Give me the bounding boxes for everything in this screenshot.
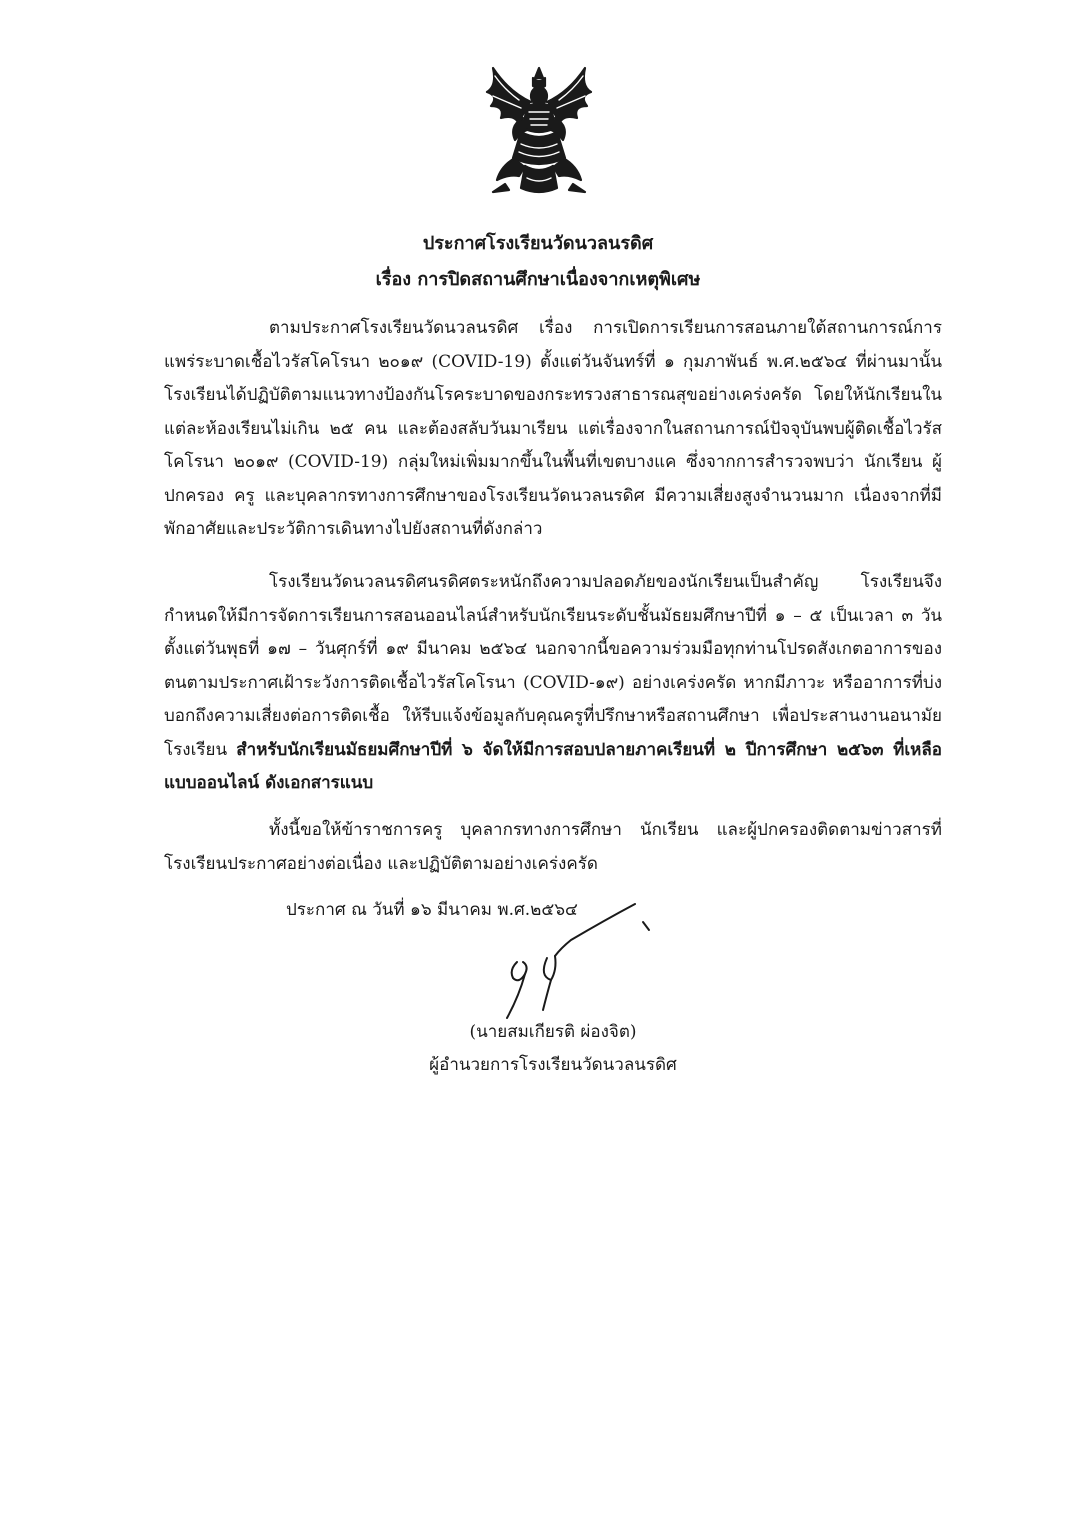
announcement-body-2 [164, 566, 942, 801]
announcement-body-3 [164, 814, 942, 881]
body-paragraph-1: ตามประกาศโรงเรียนวัดนวลนรดิศ เรื่อง การเปิดการเรียนการสอนภายใต้สถานการณ์การแพร่ระบาดเชื้อไวรัสโคโรนา ๒๐๑๙ (COVID-19) ตั้งแต่วันจันทร์ที่ ๑ กุมภาพันธ์ พ.ศ.๒๕๖๔ ที่ผ่านมานั้น โรงเรียนได้ปฏิบัติตามแนวทางป้องกันโรคระบาดของกระทรวงสาธารณสุขอย่างเคร่งครัด โดยให้นักเรียนในแต่ละห้องเรียนไม่เกิน ๒๕ คน และต้องสลับวันมาเรียน แต่เรื่องจากในสถานการณ์ปัจจุบันพบผู้ติดเชื้อไวรัสโคโรนา ๒๐๑๙ (COVID-19) กลุ่มใหม่เพิ่มมากขึ้นในพื้นที่เขตบางแค ซึ่งจากการสำรวจพบว่า นักเรียน ผู้ปกครอง ครู และบุคลากรทางการศึกษาของโรงเรียนวัดนวลนรดิศ มีความเสี่ยงสูงจำนวนมาก เนื่องจากที่มีพักอาศัยและประวัติการเดินทางไปยังสถานที่ดังกล่าว [164, 318, 942, 539]
body-paragraph-2 [164, 566, 942, 801]
body-paragraph-3: ทั้งนี้ขอให้ข้าราชการครู บุคลากรทางการศึกษา นักเรียน และผู้ปกครองติดตามข่าวสารที่โรงเรียนประกาศอย่างต่อเนื่อง และปฏิบัติตามอย่างเคร่งครัด [164, 820, 942, 874]
announcement-title: ประกาศโรงเรียนวัดนวลนรดิศ [422, 233, 654, 254]
signer-name: (นายสมเกียรติ ผ่องจิต) [469, 1022, 637, 1042]
announcement-date: ประกาศ ณ วันที่ ๑๖ มีนาคม พ.ศ.๒๕๖๔ [286, 900, 578, 920]
handwritten-signature-icon [495, 900, 665, 1025]
body-paragraph-2-text: โรงเรียนวัดนวลนรดิศนรดิศตระหนักถึงความปลอดภัยของนักเรียนเป็นสำคัญ โรงเรียนจึงกำหนดให้มีการจัดการเรียนการสอนออนไลน์สำหรับนักเรียนระดับชั้นมัธยมศึกษาปีที่ ๑ – ๕ เป็นเวลา ๓ วัน ตั้งแต่วันพุธที่ ๑๗ – วันศุกร์ที่ ๑๙ มีนาคม ๒๕๖๔ นอกจากนี้ขอความร่วมมือทุกท่านโปรดสังเกตอาการของตนตามประกาศเฝ้าระวังการติดเชื้อไวรัสโคโรนา (COVID-๑๙) อย่างเคร่งครัด หากมีภาวะ หรืออาการที่บ่งบอกถึงความเสี่ยงต่อการติดเชื้อ ให้รีบแจ้งข้อมูลกับคุณครูที่ปรึกษาหรือสถานศึกษา เพื่อประสานงานอนามัยโรงเรียน [164, 572, 942, 760]
garuda-emblem-icon [475, 62, 603, 202]
body-paragraph-2-emphasis: สำหรับนักเรียนมัธยมศึกษาปีที่ ๖ จัดให้มีการสอบปลายภาคเรียนที่ ๒ ปีการศึกษา ๒๕๖๓ ที่เหลือแบบออนไลน์ ดังเอกสารแนบ [164, 739, 942, 793]
signer-position: ผู้อำนวยการโรงเรียนวัดนวลนรดิศ [429, 1055, 677, 1075]
announcement-subject: เรื่อง การปิดสถานศึกษาเนื่องจากเหตุพิเศษ [375, 269, 701, 290]
announcement-body [164, 312, 942, 547]
